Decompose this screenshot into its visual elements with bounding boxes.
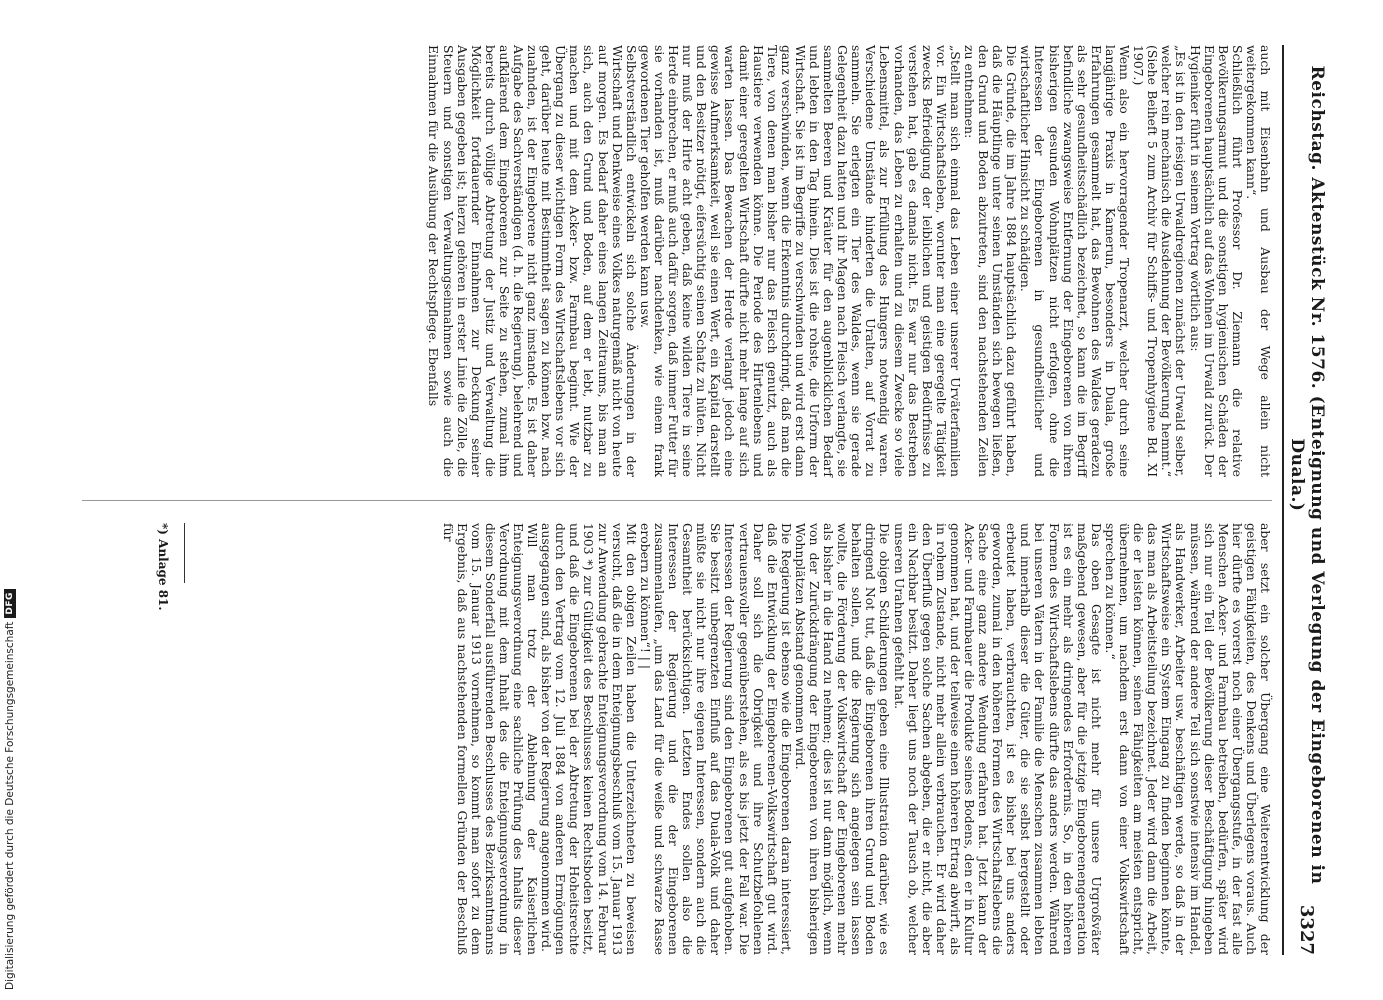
paragraph: auch mit Eisenbahn und Ausbau der Wege allein nicht weitergekommen kann“. [1243, 45, 1273, 477]
paragraph: Die Gründe, die im Jahre 1884 hauptsächlich dazu geführt haben, daß die Häuptlinge unter seinen Umständen sich bewegen ließen, den Grund und Boden abzutreten, sind den nachstehenden Zeilen zu entnehmen: [962, 45, 1020, 477]
rotated-page [55, 45, 1330, 955]
column-divider [82, 500, 1272, 501]
paragraph: Wenn also ein hervorragender Tropenarzt, welcher durch seine langjährige Praxis in Kamerun, besonders in Duala, große Erfahrungen gesammelt hat, das Bewohnen des Waldes geradezu als sehr gesundheitsschädlich bezeichnet, so kann die im Begriff befindliche zwangsweise Entfernung der Eingeborenen von ihren bisherigen gesunden Wohnplätzen nicht erfolgen, ohne die Interessen der Eingeborenen in gesundheitlicher und wirtschaftlicher Hinsicht zu schädigen. [1018, 45, 1133, 477]
paragraph: „Es ist in den riesigen Urwaldregionen zunächst der Urwald selber, welcher rein mechanisch die Ausdehnung der Bevölkerung hemmt.“ (Siehe Beiheft 5 zum Archiv für Schiffs- und Tropenhygiene Bd. XI 1907.) [1131, 45, 1189, 477]
footnote-divider [184, 523, 185, 583]
paragraph: Selbstverständlich entwickeln sich solche Änderungen in der Wirtschaft und Denkweise eines Volkes naturgemäß nicht von heute auf morgen. Es bedarf daher eines langen Zeitraums, bis man an sich, auch den Grund und Boden, auf dem er lebt, nutzbar zu machen und mit dem Acker- bzw. Farmbau beginnt. Wie der Übergang zu dieser wichtigen Form des Wirtschaftslebens vor sich geht, darüber heute mit Bestimmtheit sagen zu können bzw. nach zuahnden, ist der Eingeborene nicht ganz imstande. Es ist daher Aufgabe des Sachverständigen (d. h. die Regierung), belehrend und aufklärend dem Eingeborenen zur Seite zu stehen, zumal ihm bereits durch völlige Abtretung der Justiz und Verwaltung die Möglichkeit fortdauernder Einnahmen zur Deckung seiner Ausgaben gegeben ist; hierzu gehören in erster Linie die Zölle, die Steuern und sonstigen Verwaltungseinnahmen sowie auch die Einnahmen für die Ausübung der Rechtspflege. Ebenfalls [426, 45, 639, 477]
paragraph: Schließlich führt Professor Dr. Ziemann die relative Bevölkerungsarmut und die sonstigen hygienischen Schäden der Eingeborenen hauptsächlich auf das Wohnen im Urwald zurück. Der Hygieniker führt in seinem Vortrag wörtlich aus: [1187, 45, 1245, 477]
paragraph: Die Regierung ist ebenso wie die Eingeborenen daran interessiert, daß die Entwicklung der Eingeborenen-Volkswirtschaft gut wird. Daher soll sich die Obrigkeit und ihre Schutzbefohlenen vertrauensvoller gegenüberstehen, als es bis jetzt der Fall war. Die Interessen der Regierung sind den Eingeborenen gut aufgehoben. Sie besitzt unbegrenzten Einfluß auf das Duala-Volk und daher müßte sie nicht nur ihre eigenen Interessen, sondern auch die Gesamtheit berücksichtigen. Letzten Endes sollen also die Interessen der Regierung und die der Eingeborenen zusammenlaufen, „um das Land für die weiße und schwarze Rasse erobern zu können“! | | [637, 523, 794, 955]
digitization-credit [4, 589, 16, 990]
credit-text: Digitalisierung gefördert durch die Deutsche Forschungsgemeinschaft [4, 621, 16, 990]
paragraph: Das oben Gesagte ist nicht mehr für unsere Urgroßväter maßgebend gewesen, aber für die jetzige Eingeborenengeneration ist es ein mehr als dringendes Erfordernis. So, in den höheren Formen des Wirtschaftslebens dürfte das anders werden. Während bei unseren Vätern in der Familie die Menschen zusammen lebten und innerhalb dieser die Güter, die sie selbst hergestellt oder erbeutet haben, verbrauchten, ist es bisher bei uns anders geworden, zumal in den höheren Formen des Wirtschaftslebens die Sache eine ganz andere Wendung erfahren hat. Jetzt kann der Acker- und Farmbauer die Produkte seines Bodens, den er in Kultur genommen hat, und der teilweise einen höheren Ertrag abwirft, als in rohem Zustande, nicht mehr allein verbrauchen. Er wird daher den Überfluß gegen solche Sachen abgeben, die er nicht, die aber ein Nachbar besitzt. Daher liegt uns noch der Tausch ob, welcher unseren Urahnen gefehlt hat. [891, 523, 1104, 955]
page-header [1282, 45, 1330, 955]
right-column [440, 523, 1272, 955]
dfg-logo: DFG [4, 589, 16, 618]
paragraph: aber setzt ein solcher Übergang eine Weiterentwicklung der geistigen Fähigkeiten, des Denkens und Überlegens voraus. Auch hier dürfte es vorerst noch einer Übergangsstufe, in der fast alle Menschen Acker- und Farmbau betreiben, bedürfen, später wird sich nur ein Teil der Bevölkerung dieser Beschäftigung hingeben müssen, während der andere Teil sich sonstwie intensiv im Handel, als Handwerker, Arbeiter usw. beschäftigen werde, so daß in der Wirtschaftsweise ein System Eingang zu finden beginnen könnte, das man als Arbeitsteilung bezeichnet. Jeder wird dann die Arbeit, die er leisten können, seinen Fähigkeiten am meisten entspricht, übernehmen, um nachdem erst dann von einer Volkswirtschaft sprechen zu können.“ [1102, 523, 1273, 955]
paragraph: „Stellt man sich einmal das Leben einer unserer Urväterfamilien vor. Ein Wirtschaftsleben, worunter man eine geregelte Tätigkeit zwecks Befriedigung der leiblichen und geistigen Bedürfnisse zu verstehen hat, gab es damals nicht. Es war nur das Bestreben vorhanden, das Leben zu erhalten und zu diesem Zwecke so viele Lebensmittel, als zur Erfüllung des Hungers notwendig waren. Verschiedene Umstände hinderten die Uralten, auf Vorrat zu sammeln. Sie erlegten ein Tier des Waldes, wenn sie gerade Gelegenheit dazu hatten und ihr Magen nach Fleisch verlangte, sie sammelten Beeren und Kräuter für den augenblicklichen Bedarf und lebten in den Tag hinein. Dies ist die rohste, die Urform der Wirtschaft. Sie ist im Begriffe zu verschwinden und wird erst dann ganz verschwinden, wenn die Erkenntnis durchdringt, daß man die Tiere, von denen man bisher nur das Fleisch genutzt, auch als Haustiere verwenden könne. Die Periode des Hirtenlebens und damit einer geregelten Wirtschaft dürfte nicht mehr lange auf sich warten lassen. Das Bewachen der Herde verlangt jedoch eine gewisse Aufmerksamkeit, weil sie einen Wert, ein Kapital darstellt und den Besitzer nötigt, eifersüchtig seinen Schatz zu hüten. Nicht nur muß der Hirte acht geben, daß keine wilden Tiere in seine Herde einbrechen, er muß auch dafür sorgen, daß immer Futter für sie vorhanden ist, muß darüber nachdenken, wie einem frank gewordenen Tier geholfen werden kann usw. [637, 45, 963, 477]
page-title: Reichstag. Aktenstück Nr. 1576. (Enteignung und Verlegung der Eingeborenen in Duala.) [1287, 65, 1327, 885]
left-column [426, 45, 1272, 477]
page-number: 3327 [1296, 904, 1318, 955]
paragraph: Mit den obigen Zeilen haben die Unterzeichneten zu beweisen versucht, daß die in dem Enteignungsbeschluß vom 15. Januar 1913 zur Anwendung gebrachte Enteignungsverordnung vom 14. Februar 1903 *) zur Gültigkeit des Beschlusses keinen Rechtsboden besitzt, und daß die Eingeborenen bei der Abtretung der Hoheitsrechte durch den Vertrag vom 12. Juli 1884 von anderen Ermögungen ausgegangen sind, als bisher von der Regierung angenommen wird. [539, 523, 639, 955]
page [55, 45, 1330, 955]
paragraph: Die obigen Schilderungen geben eine Illustration darüber, wie es dringend Not tut, daß die Eingeborenen ihren Grund und Boden behalten sollen, und die Regierung sich angelegen sein lassen wollte, die Förderung der Volkswirtschaft der Eingeborenen mehr als bisher in die Hand zu nehmen; dies ist nur dann möglich, wenn von der Zurückdrängung der Eingeborenen von ihren bisherigen Wohnplätzen Abstand genommen wird. [792, 523, 893, 955]
footnote: *) Anlage 81. [156, 523, 170, 611]
paragraph: Will man trotz der Ablehnung der Kaiserlichen Enteignungsverordnung eine sachliche Prüfung des Inhalts dieser Verordnung mit dem Inhalt des die Enteignungsverordnung in diesem Sonderfall ausführenden Beschlusses des Bezirksamtmanns vom 15. Januar 1913 vornehmen, so kommt man sofort zu dem Ergebnis, daß aus nachstehenden formellen Gründen der Beschluß für [440, 523, 541, 955]
